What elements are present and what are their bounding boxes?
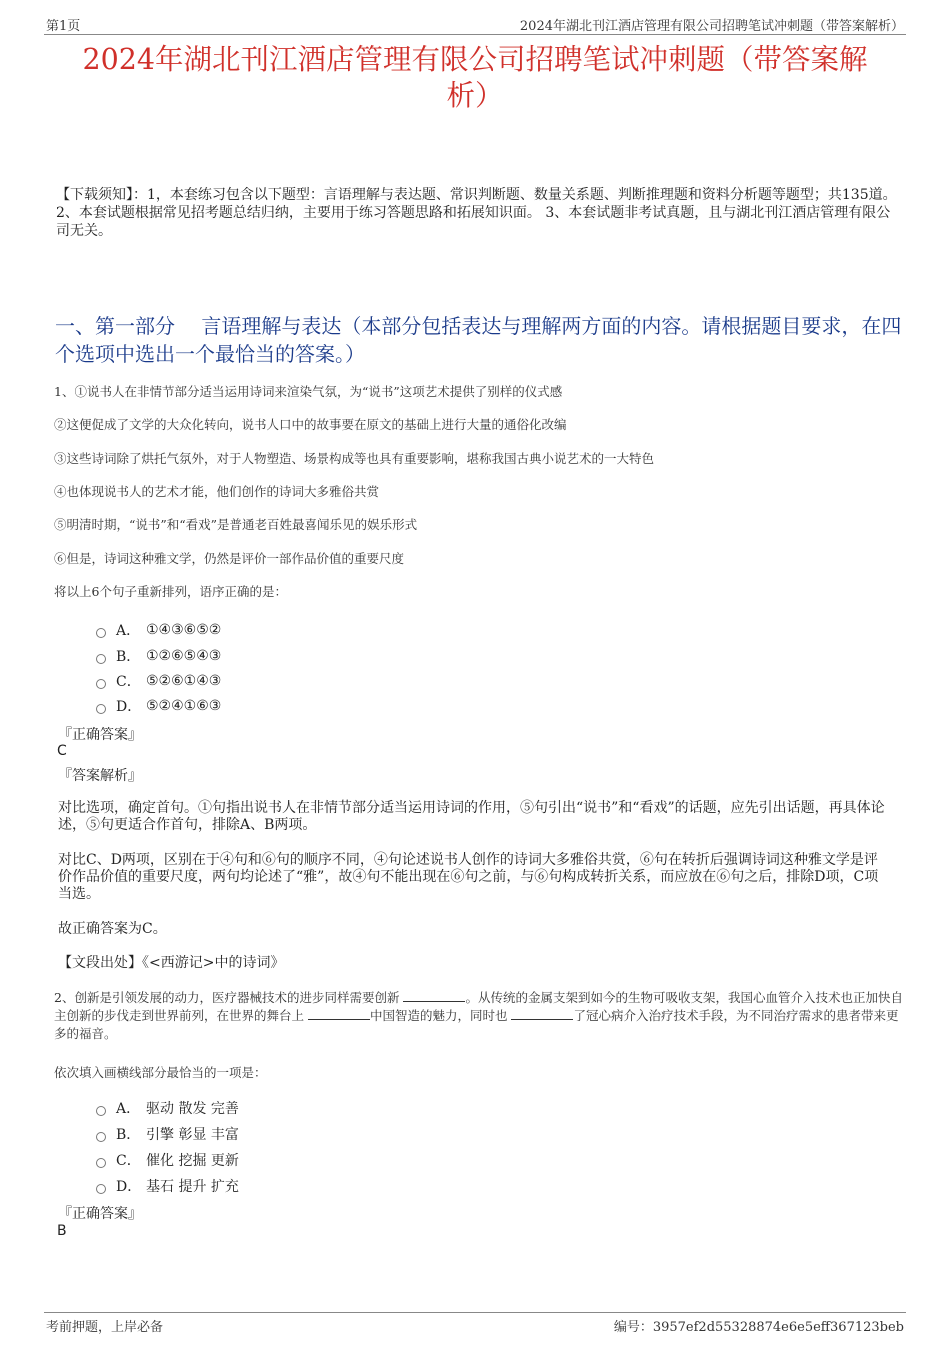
option-text: 基石 提升 扩充 xyxy=(146,1179,239,1195)
q2-answer-label: 『正确答案』 xyxy=(58,1206,142,1222)
option-text: ⑤②④①⑥③ xyxy=(146,698,222,714)
radio-icon[interactable] xyxy=(96,1132,106,1142)
option-text: ①②⑥⑤④③ xyxy=(146,648,222,664)
option-text: 驱动 散发 完善 xyxy=(146,1101,239,1117)
q1-line: ②这便促成了文学的大众化转向，说书人口中的故事要在原文的基础上进行大量的通俗化改编 xyxy=(54,417,567,432)
q1-line: ⑤明清时期，“说书”和“看戏”是普通老百姓最喜闻乐见的娱乐形式 xyxy=(54,517,418,532)
page-footer xyxy=(44,1312,906,1337)
radio-icon[interactable] xyxy=(96,1158,106,1168)
q2-option-b[interactable] xyxy=(96,1124,239,1144)
footer-serial: 编号：3957ef2d55328874e6e5eff367123beb xyxy=(613,1320,904,1335)
header-doc-title: 2024年湖北刊江酒店管理有限公司招聘笔试冲刺题（带答案解析） xyxy=(519,19,904,34)
footer-slogan: 考前押题，上岸必备 xyxy=(46,1320,164,1335)
radio-icon[interactable] xyxy=(96,679,106,689)
page-number: 第1页 xyxy=(46,19,81,34)
title-line-1: 2024年湖北刊江酒店管理有限公司招聘笔试冲刺题（带答案解 xyxy=(82,43,868,76)
q1-option-d[interactable] xyxy=(96,696,221,716)
option-key: B． xyxy=(116,1127,141,1143)
q2-option-c[interactable] xyxy=(96,1150,239,1170)
option-text: ⑤②⑥①④③ xyxy=(146,673,222,689)
fill-blank xyxy=(403,989,465,1002)
document-title xyxy=(44,42,906,114)
q2-answer: B xyxy=(57,1223,67,1239)
q1-analysis-label: 『答案解析』 xyxy=(58,768,142,784)
q1-answer-label: 『正确答案』 xyxy=(58,727,142,743)
radio-icon[interactable] xyxy=(96,704,106,714)
page-header xyxy=(44,14,906,35)
radio-icon[interactable] xyxy=(96,1184,106,1194)
section-heading: 一、第一部分 言语理解与表达（本部分包括表达与理解两方面的内容。请根据题目要求，在四个选项中选出一个最恰当的答案。） xyxy=(55,314,902,366)
q2-option-a[interactable] xyxy=(96,1098,239,1118)
option-key: D． xyxy=(116,1179,142,1195)
q1-option-b[interactable] xyxy=(96,646,221,666)
q1-answer: C xyxy=(57,743,67,759)
q1-option-a[interactable] xyxy=(96,620,221,640)
q1-line: ④也体现说书人的艺术才能，他们创作的诗词大多雅俗共赏 xyxy=(54,484,380,499)
q2-stem-part: 2、创新是引领发展的动力，医疗器械技术的进步同样需要创新 xyxy=(54,990,404,1005)
option-key: A． xyxy=(116,623,141,639)
q1-analysis-para: 故正确答案为C。 xyxy=(58,921,167,937)
q1-source: 【文段出处】《<西游记>中的诗词》 xyxy=(58,955,285,971)
option-key: A． xyxy=(116,1101,141,1117)
q2-prompt: 依次填入画横线部分最恰当的一项是： xyxy=(54,1065,267,1080)
q1-prompt: 将以上6个句子重新排列，语序正确的是： xyxy=(54,584,287,599)
fill-blank xyxy=(511,1007,573,1020)
q2-stem-part: 中国智造的魅力，同时也 xyxy=(369,1008,512,1023)
q2-stem-part: 了冠心病介入治疗技术手段，为不同治疗需求的患者带来更多的福音。 xyxy=(54,1008,899,1041)
fill-blank xyxy=(308,1007,370,1020)
option-key: D． xyxy=(116,699,142,715)
option-key: C． xyxy=(116,1153,141,1169)
radio-icon[interactable] xyxy=(96,654,106,664)
q2-stem xyxy=(54,989,904,1043)
download-notice: 【下载须知】：1，本套练习包含以下题型：言语理解与表达题、常识判断题、数量关系题、判断推理题和资料分析题等题型；共135道。 2、本套试题根据常见招考题总结归纳，主要用于练习答题思路和拓展知识面。 3、本套试题非考试真题，且与湖北刊江酒店管理有限公司无关。 xyxy=(56,187,897,239)
q1-analysis-para: 对比C、D两项，区别在于④句和⑥句的顺序不同，④句论述说书人创作的诗词大多雅俗共赏，⑥句在转折后强调诗词这种雅文学是评价作品价值的重要尺度，两句均论述了“雅”，故④句不能出现在⑥句之前，与⑥句构成转折关系，而应放在⑥句之后，排除D项，C项当选。 xyxy=(58,852,879,902)
option-text: 引擎 彰显 丰富 xyxy=(146,1127,239,1143)
radio-icon[interactable] xyxy=(96,1106,106,1116)
q1-option-c[interactable] xyxy=(96,671,221,691)
q1-line: ⑥但是，诗词这种雅文学，仍然是评价一部作品价值的重要尺度 xyxy=(54,551,405,566)
q1-analysis-para: 对比选项，确定首句。①句指出说书人在非情节部分适当运用诗词的作用，⑤句引出“说书”和“看戏”的话题，应先引出话题，再具体论述，⑤句更适合作首句，排除A、B两项。 xyxy=(58,800,885,833)
option-text: ①④③⑥⑤② xyxy=(146,622,222,638)
q1-line: ③这些诗词除了烘托气氛外，对于人物塑造、场景构成等也具有重要影响，堪称我国古典小说艺术的一大特色 xyxy=(54,451,655,466)
option-key: B． xyxy=(116,649,141,665)
option-key: C． xyxy=(116,674,141,690)
radio-icon[interactable] xyxy=(96,628,106,638)
q2-option-d[interactable] xyxy=(96,1176,239,1196)
title-line-2: 析） xyxy=(446,79,504,112)
q1-line: 1、①说书人在非情节部分适当运用诗词来渲染气氛，为“说书”这项艺术提供了别样的仪式感 xyxy=(54,384,563,399)
option-text: 催化 挖掘 更新 xyxy=(146,1153,239,1169)
q2-stem-part: 。从传统的金属支架到如今的生物可吸收支架，我国心血管介入技术也正加快自主创新的步伐走到世界前列，在世界的舞台上 xyxy=(54,990,903,1023)
